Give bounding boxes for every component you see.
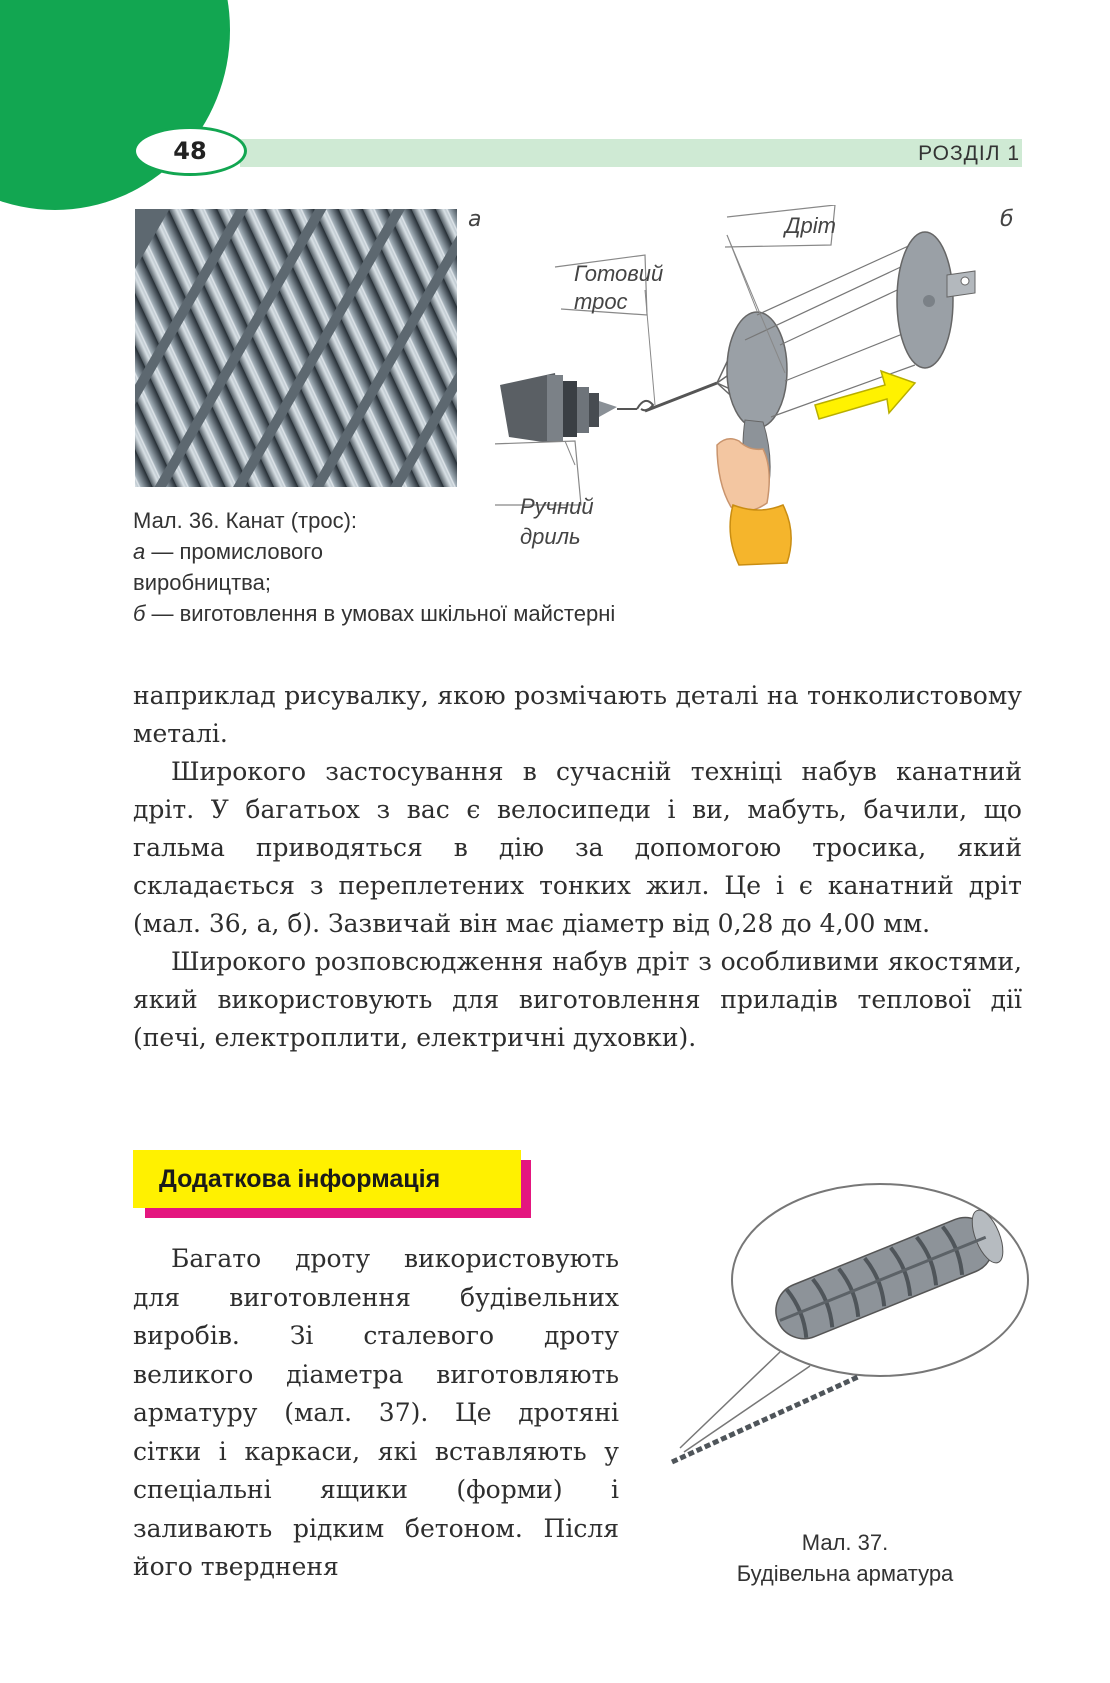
extra-info-paragraph: Багато дроту використовують для виготовлення будівельних виробів. Зі сталевого дроту великого діаметра виготовляють арматуру (мал. 37). Це дротяні сітки і каркаси, які вставляють у спеціальні ящики (форми) і заливають рідким бетоном. Після його твердненя	[133, 1244, 619, 1581]
figure36-caption: Мал. 36. Канат (трос): а — промислового виробництва; б — виготовлення в умовах шкільної майстерні	[133, 508, 616, 626]
corner-green-circle	[0, 0, 230, 210]
rebar-illustration	[660, 1180, 1030, 1480]
extra-info-text	[133, 1240, 619, 1587]
heading-label: Додаткова інформація	[133, 1150, 521, 1208]
figure-letter-b: б	[1000, 207, 1014, 232]
label-wire: Дріт	[785, 213, 836, 238]
figure-letter-a: а	[468, 207, 482, 232]
header-band	[240, 139, 1022, 167]
paragraph-1: наприклад рисувалку, якою розмічають деталі на тонколистовому металі.	[133, 681, 1022, 748]
label-ready-rope: Готовий трос	[574, 261, 664, 314]
figure37-caption: Мал. 37. Будівельна арматура	[736, 1530, 954, 1586]
hand-drill-illustration	[500, 373, 637, 445]
section-label: РОЗДІЛ 1	[918, 142, 1020, 165]
page-number: 48	[133, 126, 247, 176]
extra-info-heading	[133, 1150, 533, 1220]
paragraph-2: Широкого застосування в сучасній техніці набув канатний дріт. У багатьох з вас є велосипеди і ви, мабуть, бачили, що гальма приводяться в дію за допомогою тросика, який складається з переплетених тонких жил. Це і є канатний дріт (мал. 36, а, б). Зазвичай він має діаметр від 0,28 до 4,00 мм.	[133, 757, 1022, 938]
steel-rope-photo	[135, 209, 457, 487]
body-paragraphs	[133, 677, 1022, 1057]
label-hand-drill: Ручний дриль	[520, 494, 594, 549]
paragraph-3: Широкого розповсюдження набув дріт з особливими якостями, який використовують для виготовлення приладів теплової дії (печі, електроплити, електричні духовки).	[133, 947, 1022, 1052]
